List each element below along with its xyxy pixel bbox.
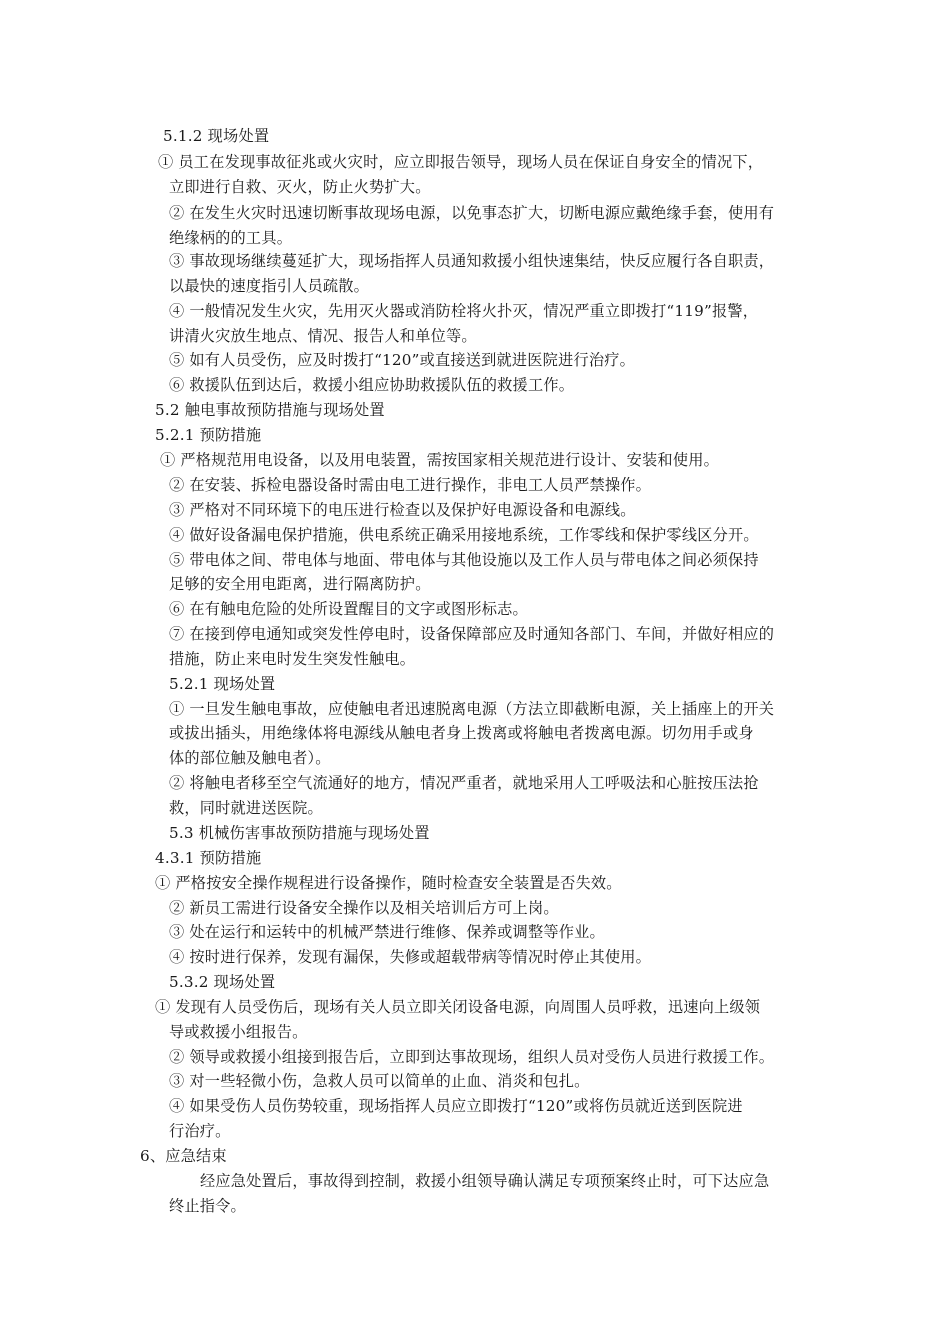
text-line: 足够的安全用电距离，进行隔离防护。 [169,575,431,593]
text-line: ⑥ 在有触电危险的处所设置醒目的文字或图形标志。 [169,600,528,618]
text-line: ⑤ 如有人员受伤，应及时拨打“120”或直接送到就进医院进行治疗。 [169,351,636,369]
text-line: ② 领导或救援小组接到报告后，立即到达事故现场，组织人员对受伤人员进行救援工作。 [169,1048,775,1066]
text-line: ② 在发生火灾时迅速切断事故现场电源，以免事态扩大，切断电源应戴绝缘手套，使用有 [169,204,775,222]
text-line: 以最快的速度指引人员疏散。 [169,277,370,295]
text-line: 措施，防止来电时发生突发性触电。 [169,650,416,668]
text-line: ③ 对一些轻微小伤，急救人员可以简单的止血、消炎和包扎。 [169,1072,590,1090]
heading-5-1-2: 5.1.2 现场处置 [163,127,270,145]
text-line: 行治疗。 [169,1122,231,1140]
text-line: 立即进行自救、灭火，防止火势扩大。 [169,178,431,196]
text-line: ④ 一般情况发生火灾，先用灭火器或消防栓将火扑灭，情况严重立即拨打“119”报警， [169,302,759,320]
heading-5-3: 5.3 机械伤害事故预防措施与现场处置 [169,824,430,842]
text-line: 救，同时就进送医院。 [169,799,323,817]
text-line: 讲清火灾放生地点、情况、报告人和单位等。 [169,327,477,345]
text-line: 终止指令。 [169,1197,246,1215]
text-line: 体的部位触及触电者）。 [169,749,331,767]
text-line: 经应急处置后，事故得到控制，救援小组领导确认满足专项预案终止时，可下达应急 [200,1172,770,1190]
text-line: ① 严格按安全操作规程进行设备操作，随时检查安全装置是否失效。 [155,874,622,892]
text-line: ⑦ 在接到停电通知或突发性停电时，设备保障部应及时通知各部门、车间，并做好相应的 [169,625,775,643]
heading-5-3-2: 5.3.2 现场处置 [169,973,276,991]
text-line: ③ 处在运行和运转中的机械严禁进行维修、保养或调整等作业。 [169,923,605,941]
text-line: ④ 做好设备漏电保护措施，供电系统正确采用接地系统，工作零线和保护零线区分开。 [169,526,759,544]
text-line: 导或救援小组报告。 [169,1023,308,1041]
text-line: ④ 如果受伤人员伤势较重，现场指挥人员应立即拨打“120”或将伤员就近送到医院进 [169,1097,743,1115]
text-line: ① 严格规范用电设备，以及用电装置，需按国家相关规范进行设计、安装和使用。 [160,451,719,469]
text-line: 或拔出插头，用绝缘体将电源线从触电者身上拨离或将触电者拨离电源。切勿用手或身 [169,724,754,742]
heading-5-2-1: 5.2.1 预防措施 [155,426,262,444]
text-line: ⑤ 带电体之间、带电体与地面、带电体与其他设施以及工作人员与带电体之间必须保持 [169,551,759,569]
text-line: ① 发现有人员受伤后，现场有关人员立即关闭设备电源，向周围人员呼救，迅速向上级领 [155,998,761,1016]
heading-5-2-1-response: 5.2.1 现场处置 [169,675,276,693]
text-line: ③ 事故现场继续蔓延扩大，现场指挥人员通知救援小组快速集结，快反应履行各自职责， [169,252,775,270]
heading-6: 6、应急结束 [140,1147,227,1165]
text-line: ② 在安装、拆检电器设备时需由电工进行操作，非电工人员严禁操作。 [169,476,652,494]
heading-4-3-1: 4.3.1 预防措施 [155,849,262,867]
text-line: ⑥ 救援队伍到达后，救援小组应协助救援队伍的救援工作。 [169,376,575,394]
heading-5-2: 5.2 触电事故预防措施与现场处置 [155,401,385,419]
text-line: ② 新员工需进行设备安全操作以及相关培训后方可上岗。 [169,899,559,917]
text-line: ① 员工在发现事故征兆或火灾时，应立即报告领导，现场人员在保证自身安全的情况下， [158,153,764,171]
text-line: ② 将触电者移至空气流通好的地方，情况严重者，就地采用人工呼吸法和心脏按压法抢 [169,774,759,792]
text-line: ③ 严格对不同环境下的电压进行检查以及保护好电源设备和电源线。 [169,501,636,519]
text-line: ④ 按时进行保养，发现有漏保，失修或超载带病等情况时停止其使用。 [169,948,652,966]
text-line: ① 一旦发生触电事故，应使触电者迅速脱离电源（方法立即截断电源，关上插座上的开关 [169,700,775,718]
text-line: 绝缘柄的的工具。 [169,229,293,247]
